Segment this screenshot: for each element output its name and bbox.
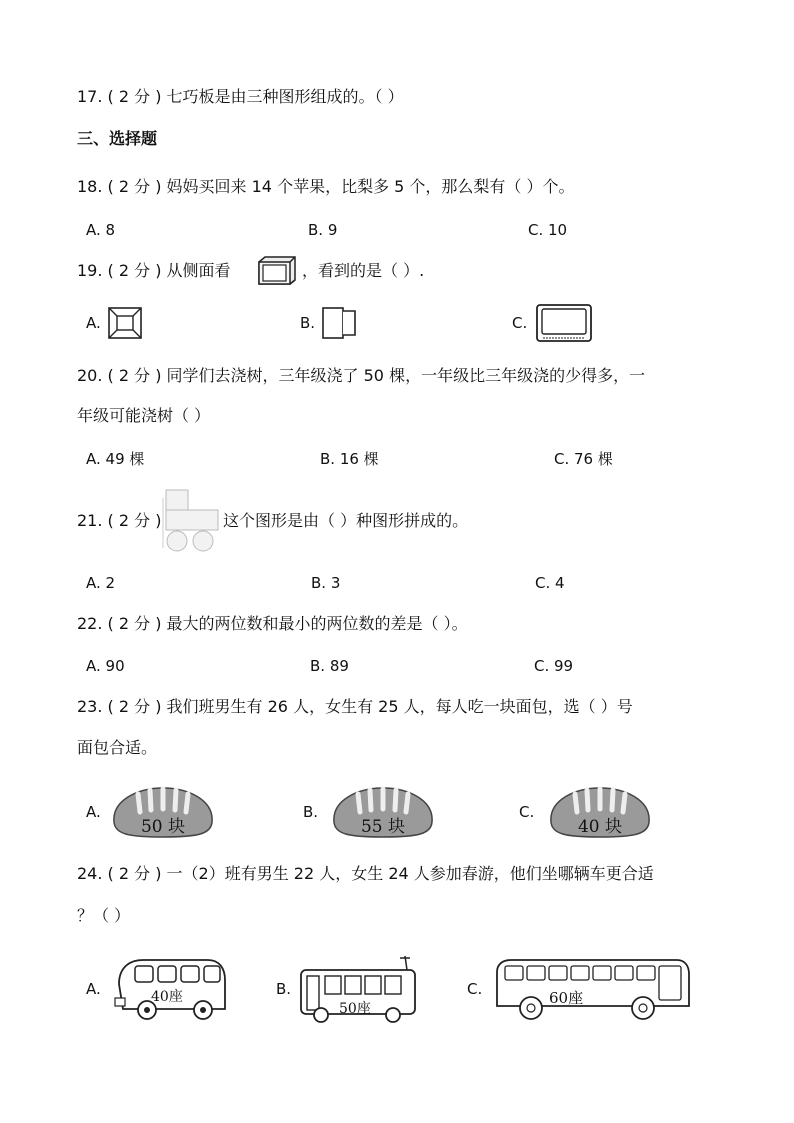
q18-option-b[interactable]: B. 9	[308, 221, 338, 239]
q24-option-c[interactable]: C.	[467, 980, 483, 998]
q19-option-a[interactable]: A.	[86, 314, 101, 332]
q23-option-b[interactable]: B.	[303, 803, 319, 821]
bread-c-label: 40 块	[577, 817, 623, 837]
q19-figure-c-front-view-icon	[535, 303, 593, 343]
q20-option-a[interactable]: A. 49 棵	[86, 450, 145, 468]
q22-option-c[interactable]: C. 99	[534, 657, 574, 675]
bus-c-label: 60座	[549, 989, 584, 1007]
bread-b-label: 55 块	[360, 817, 406, 837]
question-19-prefix: 19. ( 2 分 ) 从侧面看	[77, 261, 231, 280]
q18-option-a[interactable]: A. 8	[86, 221, 116, 239]
q21-option-b[interactable]: B. 3	[311, 574, 341, 592]
question-24-line2: ？（ ）	[77, 906, 131, 925]
bread-a-label: 50 块	[140, 817, 186, 837]
bread-c	[545, 782, 655, 840]
question-17: 17. ( 2 分 ) 七巧板是由三种图形组成的。（ ）	[77, 87, 404, 106]
question-24-line1: 24. ( 2 分 ) 一（2）班有男生 22 人，女生 24 人参加春游，他们坐哪辆车更合适	[77, 864, 654, 883]
question-23-line1: 23. ( 2 分 ) 我们班男生有 26 人，女生有 25 人，每人吃一块面包，选（ ）号	[77, 697, 633, 716]
section-heading: 三、选择题	[77, 129, 158, 148]
bus-c	[493, 954, 693, 1024]
bus-a	[113, 954, 231, 1024]
question-18: 18. ( 2 分 ) 妈妈买回来 14 个苹果，比梨多 5 个，那么梨有（ ）个。	[77, 177, 575, 196]
q20-option-c[interactable]: C. 76 棵	[554, 450, 613, 468]
q19-option-c[interactable]: C.	[512, 314, 528, 332]
q19-figure-b-side-view-icon	[321, 306, 359, 340]
question-22: 22. ( 2 分 ) 最大的两位数和最小的两位数的差是（ ）。	[77, 614, 468, 633]
q20-option-b[interactable]: B. 16 棵	[320, 450, 379, 468]
tv-3d-figure	[255, 254, 299, 286]
q21-option-c[interactable]: C. 4	[535, 574, 565, 592]
q19-figure-a-top-view-icon	[107, 306, 143, 340]
bus-b-label: 50座	[339, 1001, 371, 1017]
question-19-suffix: ，看到的是（ ）.	[302, 261, 425, 280]
bread-a	[108, 782, 218, 840]
q19-option-b[interactable]: B.	[300, 314, 316, 332]
q24-option-b[interactable]: B.	[276, 980, 292, 998]
q18-option-c[interactable]: C. 10	[528, 221, 568, 239]
question-21-suffix: 这个图形是由（ ）种图形拼成的。	[223, 511, 469, 530]
q22-option-a[interactable]: A. 90	[86, 657, 125, 675]
question-20-line1: 20. ( 2 分 ) 同学们去浇树，三年级浇了 50 棵，一年级比三年级浇的少得多，一	[77, 366, 646, 385]
question-23-line2: 面包合适。	[77, 738, 158, 757]
large-bus-icon	[493, 954, 693, 1024]
stroller-shape-figure	[160, 488, 222, 554]
q21-option-a[interactable]: A. 2	[86, 574, 116, 592]
bus-a-label: 40座	[151, 989, 183, 1005]
q24-option-a[interactable]: A.	[86, 980, 101, 998]
question-20-line2: 年级可能浇树（ ）	[77, 406, 211, 425]
q22-option-b[interactable]: B. 89	[310, 657, 349, 675]
q23-option-c[interactable]: C.	[519, 803, 535, 821]
bus-b	[297, 954, 419, 1026]
bread-b	[328, 782, 438, 840]
question-21-prefix: 21. ( 2 分 )	[77, 511, 162, 530]
q23-option-a[interactable]: A.	[86, 803, 101, 821]
